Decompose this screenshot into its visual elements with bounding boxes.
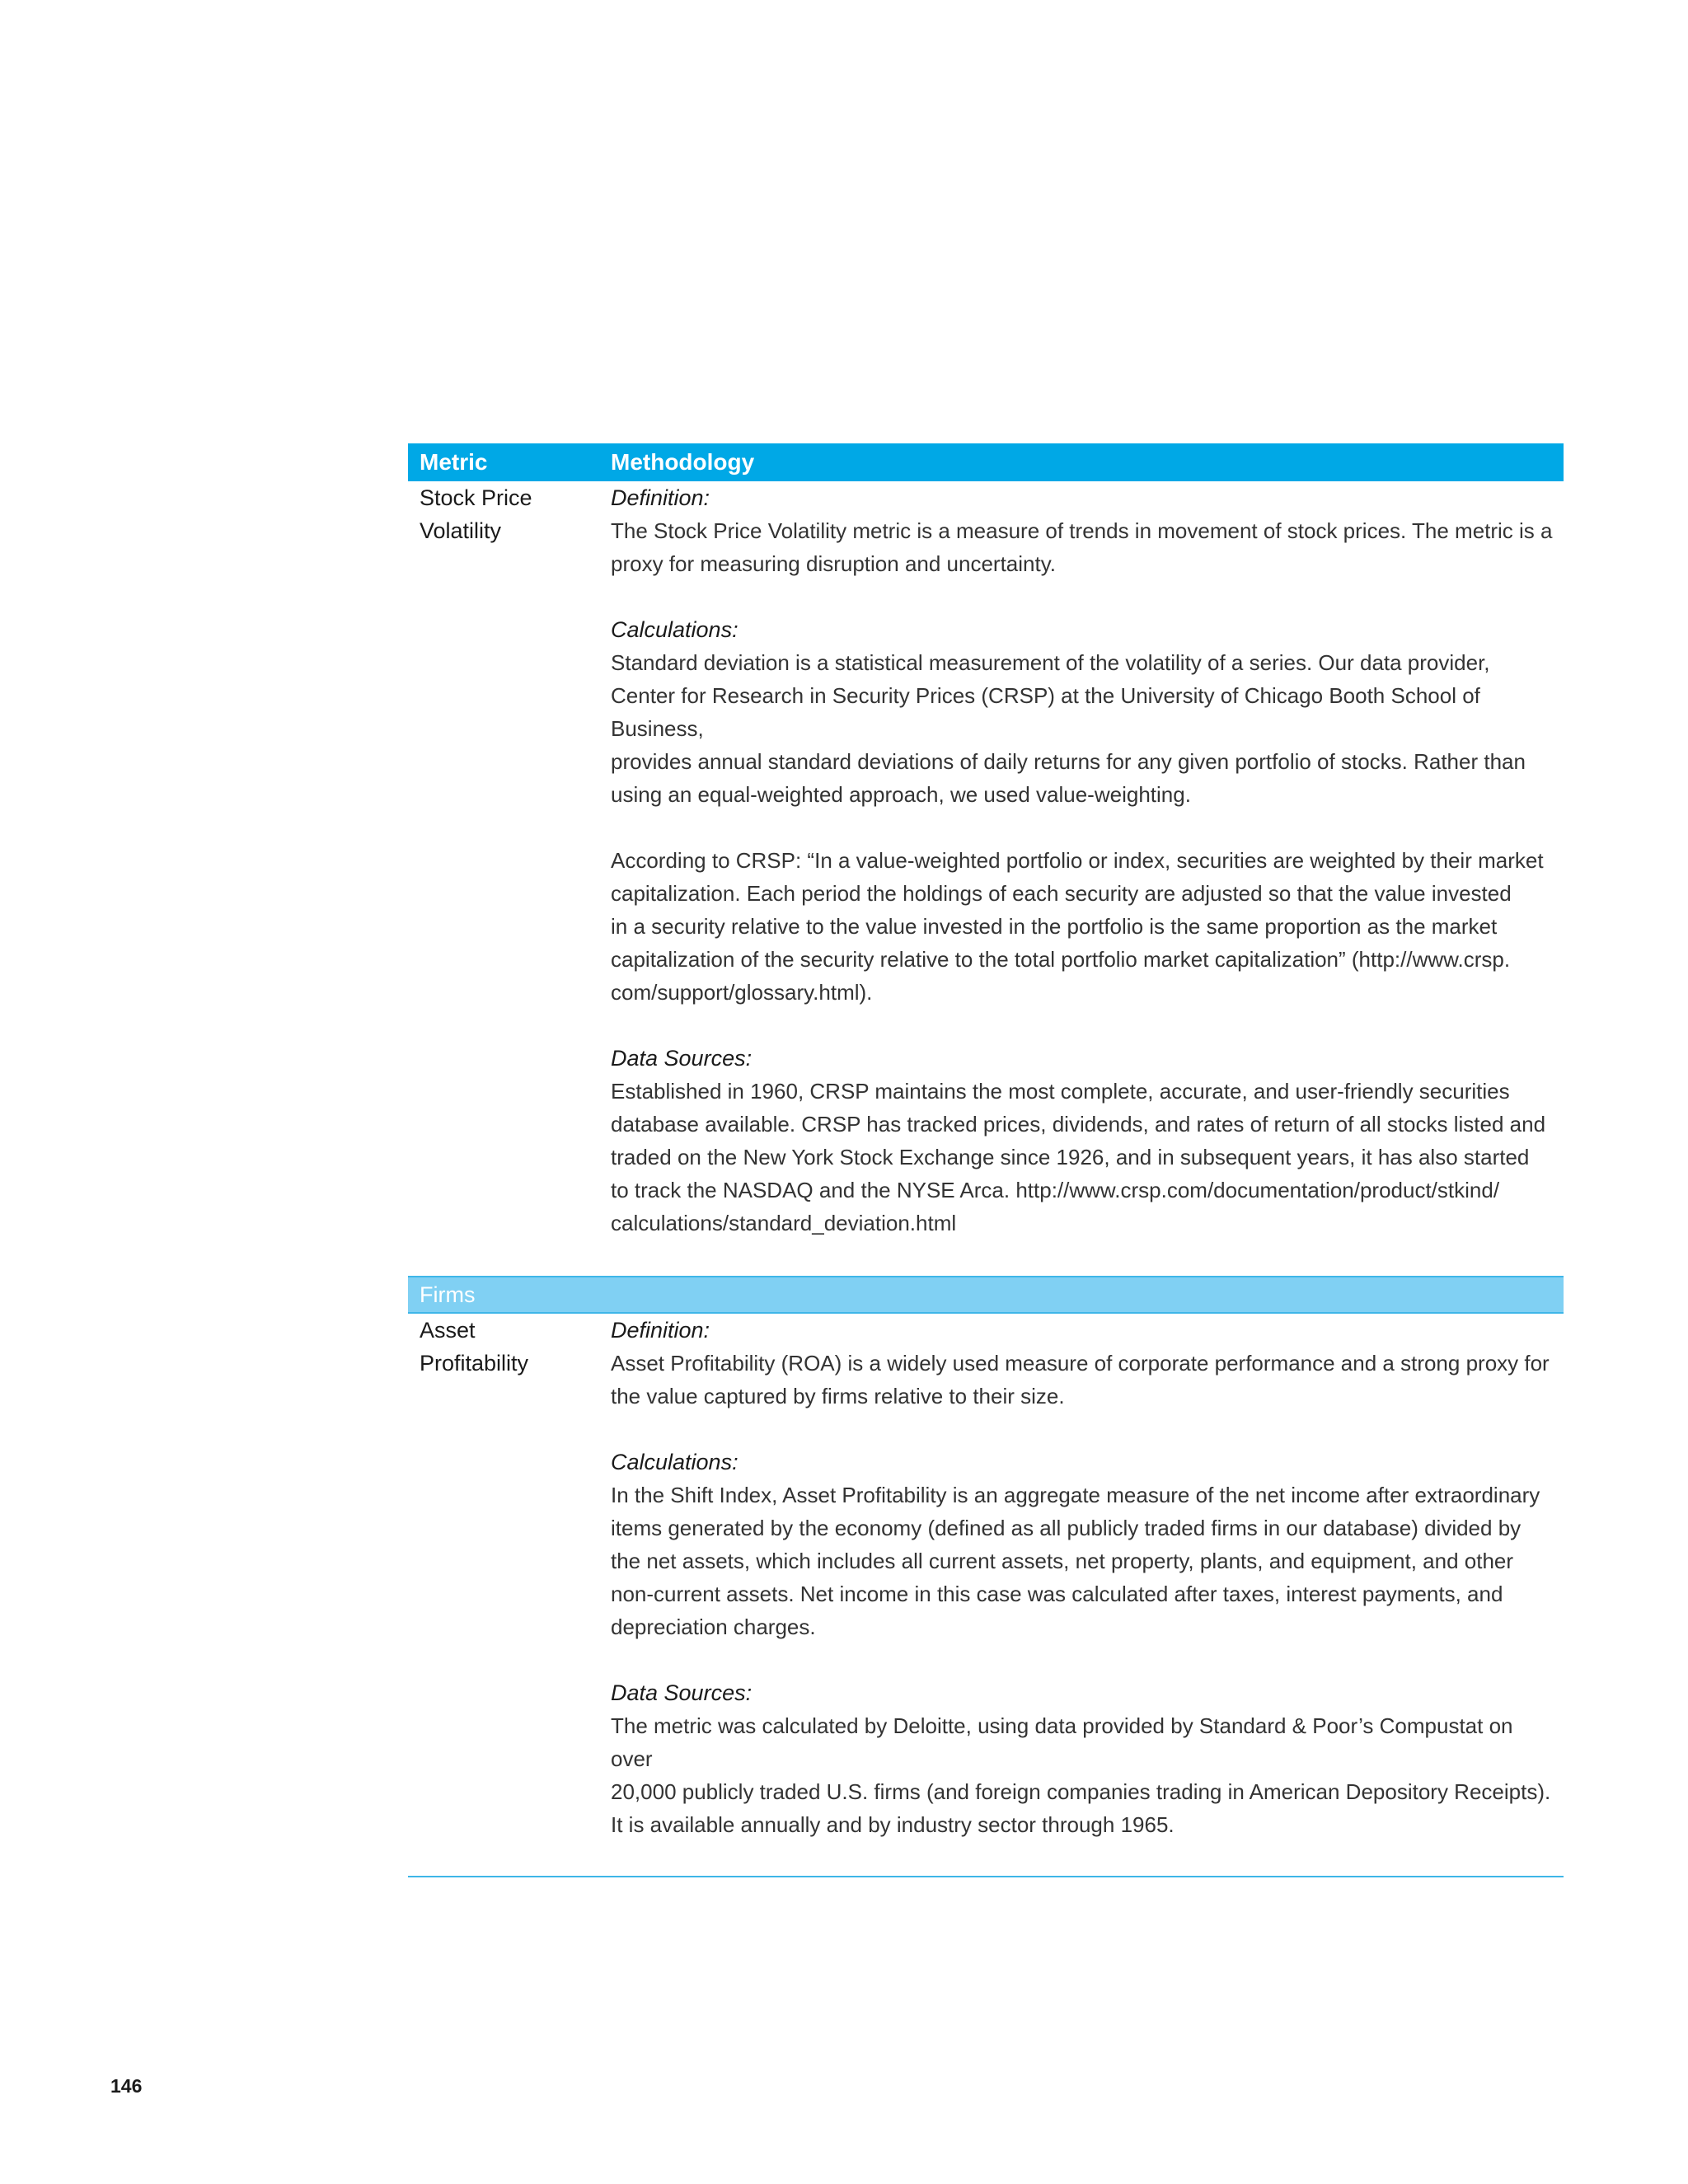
text-line: in a security relative to the value invested in the portfolio is the same proportion as the market	[611, 914, 1498, 939]
definition-block	[611, 481, 1555, 580]
metric-name-line: Stock Price	[420, 485, 532, 510]
text-line: capitalization of the security relative to the total portfolio market capitalization” (http://www.crsp.	[611, 947, 1511, 972]
header-metric: Metric	[420, 449, 488, 475]
text-line: depreciation charges.	[611, 1615, 816, 1639]
section-header-firms: Firms	[408, 1276, 1564, 1314]
table-row-asset-profitability	[408, 1314, 1564, 1876]
page-number: 146	[110, 2075, 143, 2097]
data-sources-block	[611, 1676, 1555, 1841]
calculations-block	[611, 613, 1555, 811]
text-line: 20,000 publicly traded U.S. firms (and foreign companies trading in American Depository Receipts).	[611, 1779, 1551, 1804]
text-line: the net assets, which includes all current assets, net property, plants, and equipment, and other	[611, 1549, 1514, 1573]
text-line: Standard deviation is a statistical measurement of the volatility of a series. Our data provider,	[611, 650, 1490, 675]
table-header	[408, 443, 1564, 481]
text-line: com/support/glossary.html).	[611, 980, 873, 1005]
text-line: The metric was calculated by Deloitte, using data provided by Standard & Poor’s Compustat on over	[611, 1713, 1513, 1771]
methodology-cell	[611, 1314, 1564, 1841]
text-line: Asset Profitability (ROA) is a widely used measure of corporate performance and a strong proxy for	[611, 1351, 1550, 1376]
quote-block	[611, 844, 1555, 1009]
calculations-label: Calculations:	[611, 1450, 738, 1474]
text-line: to track the NASDAQ and the NYSE Arca. http://www.crsp.com/documentation/product/stkind/	[611, 1178, 1500, 1202]
metric-cell	[408, 1314, 611, 1841]
text-line: database available. CRSP has tracked prices, dividends, and rates of return of all stocks listed and	[611, 1112, 1546, 1137]
metric-cell	[408, 481, 611, 1240]
text-line: non-current assets. Net income in this case was calculated after taxes, interest payments, and	[611, 1582, 1503, 1606]
text-line: traded on the New York Stock Exchange since 1926, and in subsequent years, it has also started	[611, 1145, 1530, 1169]
definition-block	[611, 1314, 1555, 1413]
text-line: using an equal-weighted approach, we used value-weighting.	[611, 782, 1191, 807]
definition-label: Definition:	[611, 1318, 710, 1343]
data-sources-block	[611, 1042, 1555, 1240]
text-line: In the Shift Index, Asset Profitability is an aggregate measure of the net income after extraordinary	[611, 1483, 1540, 1507]
text-line: Center for Research in Security Prices (CRSP) at the University of Chicago Booth School of Business,	[611, 683, 1480, 741]
calculations-block	[611, 1446, 1555, 1643]
text-line: proxy for measuring disruption and uncertainty.	[611, 551, 1057, 576]
text-line: The Stock Price Volatility metric is a measure of trends in movement of stock prices. The metric is a	[611, 518, 1553, 543]
text-line: According to CRSP: “In a value-weighted portfolio or index, securities are weighted by their market	[611, 848, 1544, 873]
text-line: It is available annually and by industry sector through 1965.	[611, 1812, 1175, 1837]
methodology-table	[408, 443, 1564, 1877]
text-line: the value captured by firms relative to their size.	[611, 1384, 1065, 1408]
table-row-stock-price-volatility	[408, 481, 1564, 1276]
text-line: Established in 1960, CRSP maintains the most complete, accurate, and user-friendly securities	[611, 1079, 1510, 1104]
metric-name-line: Asset	[420, 1318, 476, 1343]
definition-label: Definition:	[611, 485, 710, 510]
text-line: capitalization. Each period the holdings of each security are adjusted so that the value invested	[611, 881, 1512, 906]
metric-name-line: Profitability	[420, 1351, 529, 1376]
data-sources-label: Data Sources:	[611, 1680, 753, 1705]
table-bottom-rule	[408, 1876, 1564, 1877]
text-line: items generated by the economy (defined as all publicly traded firms in our database) divided by	[611, 1516, 1522, 1540]
data-sources-label: Data Sources:	[611, 1046, 753, 1071]
text-line: calculations/standard_deviation.html	[611, 1211, 957, 1235]
methodology-cell	[611, 481, 1564, 1240]
header-methodology: Methodology	[611, 449, 755, 475]
text-line: provides annual standard deviations of daily returns for any given portfolio of stocks. Rather than	[611, 749, 1526, 774]
metric-name-line: Volatility	[420, 518, 502, 543]
calculations-label: Calculations:	[611, 617, 738, 642]
